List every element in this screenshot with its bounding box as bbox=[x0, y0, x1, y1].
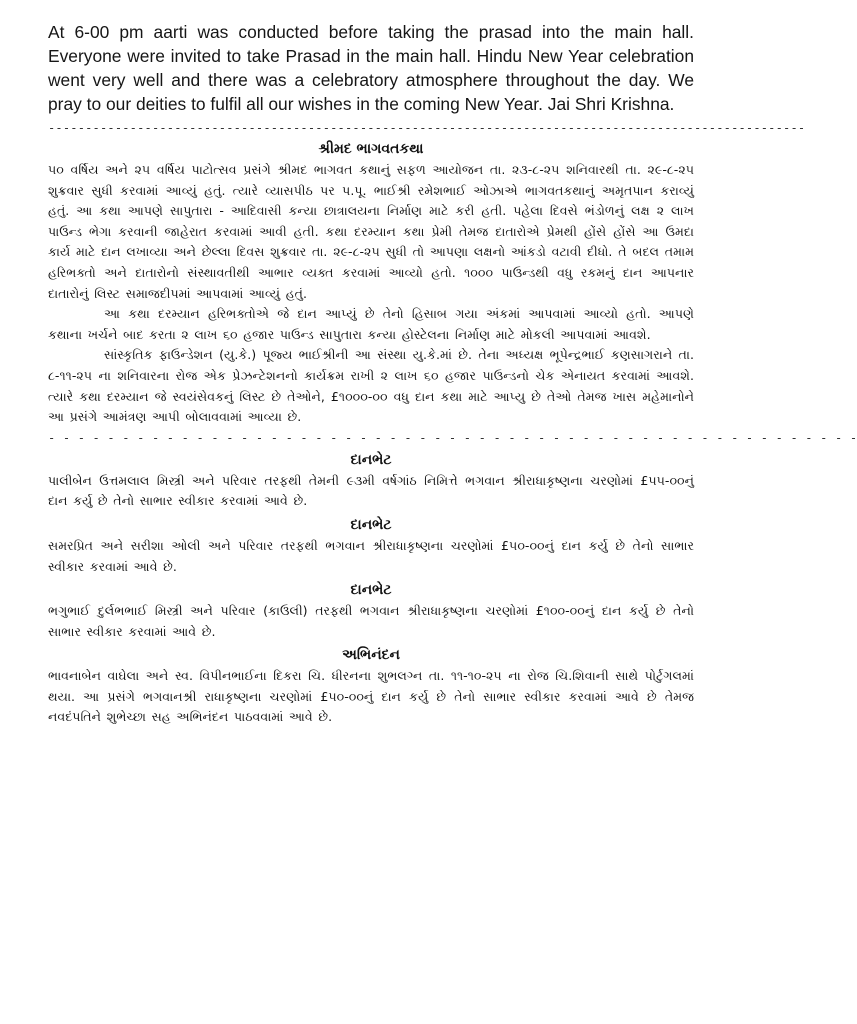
donation-heading: દાનભેટ bbox=[350, 516, 392, 533]
congratulations-heading: અભિનંદન bbox=[342, 647, 400, 664]
donation-heading: દાનભેટ bbox=[350, 582, 392, 599]
section-divider-dashed: - - - - - - - - - - - - - - - - - - - - - - - - - - - - - - - - - - - - - - - - - - - - - - - - - - - - - - - bbox=[48, 430, 857, 445]
congratulations-text: ભાવનાબેન વાઘેલા અને સ્વ. વિપીનભાઈના દિકરા ચિ. ધીરનના શુભલગ્ન તા. ૧૧-૧૦-૨૫ ના રોજ ચિ.શિવાની સાથે પોર્ટુગલમાં થયા. આ પ્રસંગે ભગવાનશ્રી રાધાકૃષ્ણના ચરણોમાં £૫૦-૦૦નું દાન કર્યુ છે તેનો સાભાર સ્વીકાર કરવામાં આવે છે તેમજ નવદંપતિને શુભેચ્છા સહ અભિનંદન પાઠવવામાં આવે છે. bbox=[48, 668, 694, 725]
katha-paragraph-1: ૫૦ વર્ષિય અને ૨૫ વર્ષિય પાટોત્સવ પ્રસંગે શ્રીમદ ભાગવત કથાનું સફળ આયોજન તા. ૨૩-૮-૨૫ શનિવારથી તા. ૨૯-૮-૨૫ શુક્રવાર સુધી કરવામાં આવ્યું હતું. ત્યારે વ્યાસપીઠ પર પ.પૂ. ભાઈશ્રી રમેશભાઈ ઓઝાએ ભાગવતકથાનું અમૃતપાન કરાવ્યું હતું. આ કથા આપણે સાપુતારા - આદિવાસી કન્યા છાત્રાલયના નિર્માણ માટે કરી હતી. પહેલા દિવસે ભંડોળનું લક્ષ ૨ લાખ પાઉન્ડ ભેગા કરવાની જાહેરાત કરવામાં આવી હતી. કથા દરમ્યાન કથા પ્રેમી તેમજ દાતારોએ પ્રેમથી હોંસે હોંસે આ ઉમદા કાર્ય માટે દાન લખાવ્યા અને છેલ્લા દિવસ શુક્રવાર તા. ૨૯-૮-૨૫ સુધી તો આપણા લક્ષનો આંકડો વટાવી દીધો. તે બદલ તમામ હરિભક્તો અને દાતારોનો સંસ્થાવતીથી આભાર વ્યક્ત કરવામાં આવ્યો હતો. ૧૦૦૦ પાઉન્ડથી વધુ રકમનું દાન આપનાર દાતારોનું લિસ્ટ સમાજદીપમાં આપવામાં આવ્યું હતું. bbox=[48, 162, 694, 301]
intro-paragraph: At 6-00 pm aarti was conducted before taking the prasad into the main hall. Everyone were invited to take Prasad in the main hall. Hindu New Year celebration went very well and there was a celebratory atmosphere throughout the day. We pray to our deities to fulfil all our wishes in the coming New Year. Jai Shri Krishna. bbox=[48, 22, 694, 114]
section-divider: ------------------------------------------------------------------------------------------------------ bbox=[48, 121, 806, 135]
donation-text: પાલીબેન ઉત્તમલાલ મિસ્ત્રી અને પરિવાર તરફથી તેમની ૯૩મી વર્ષગાંઠ નિમિત્તે ભગવાન શ્રીરાધાકૃષ્ણના ચરણોમાં £૫૫-૦૦નું દાન કર્યુ છે તેનો સાભાર સ્વીકાર કરવામાં આવે છે. bbox=[48, 472, 694, 509]
katha-paragraph-3: સાંસ્કૃતિક ફાઉન્ડેશન (યુ.કે.) પૂજ્ય ભાઈશ્રીની આ સંસ્થા યુ.કે.માં છે. તેના અધ્યક્ષ ભૂપેન્દ્રભાઈ કણસાગરાને તા. ૮-૧૧-૨૫ ના શનિવારના રોજ એક પ્રેઝન્ટેશનનો કાર્યક્રમ રાખી ૨ લાખ ૬૦ હજાર પાઉન્ડનો ચેક એનાયત કરવામાં આવશે. ત્યારે કથા દરમ્યાન જે સ્વયંસેવકનું લિસ્ટ છે તેઓને, £૧૦૦૦-૦૦ વધુ દાન કથા માટે આપ્યુ છે તેઓ તેમજ ખાસ મહેમાનોને આ પ્રસંગે આમંત્રણ આપી બોલાવવામાં આવ્યા છે. bbox=[48, 347, 694, 425]
donation-heading: દાનભેટ bbox=[350, 451, 392, 468]
katha-heading: શ્રીમદ ભાગવતકથા bbox=[318, 141, 424, 157]
donation-text: સમરપ્રિત અને સરીશા ઓલી અને પરિવાર તરફથી ભગવાન શ્રીરાધાકૃષ્ણના ચરણોમાં £૫૦-૦૦નું દાન કર્યુ છે તેનો સાભાર સ્વીકાર કરવામાં આવે છે. bbox=[48, 537, 694, 574]
donation-text: ભગુભાઈ દુર્લભભાઈ મિસ્ત્રી અને પરિવાર (કાઉલી) તરફથી ભગવાન શ્રીરાધાકૃષ્ણના ચરણોમાં £૧૦૦-૦૦નું દાન કર્યુ છે તેનો સાભાર સ્વીકાર કરવામાં આવે છે. bbox=[48, 603, 694, 639]
katha-paragraph-2: આ કથા દરમ્યાન હરિભક્તોએ જે દાન આપ્યું છે તેનો હિસાબ ગયા અંકમાં આપવામાં આવ્યો હતો. આપણે કથાના ખર્ચને બાદ કરતા ૨ લાખ ૬૦ હજાર પાઉન્ડ સાપુતારા કન્યા હોસ્ટેલના નિર્માણ માટે મોકલી આપવામાં આવશે. bbox=[48, 306, 694, 342]
